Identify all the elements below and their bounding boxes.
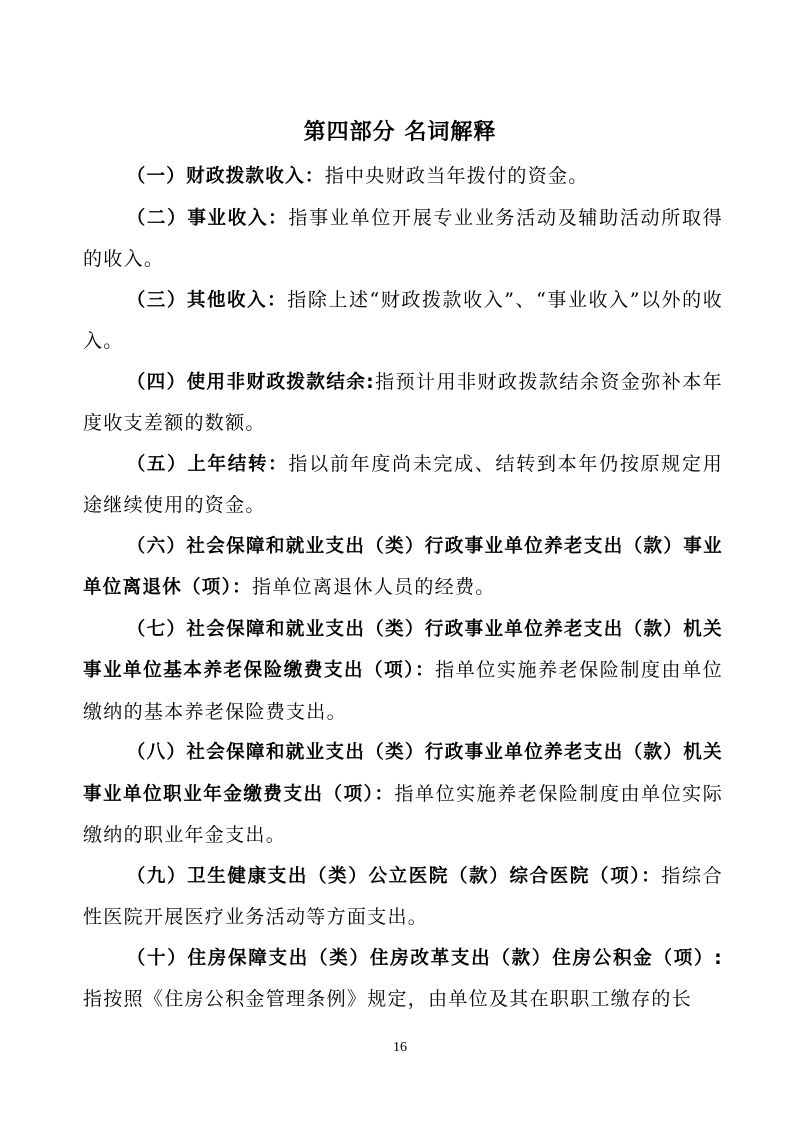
definition-text: 指按照《住房公积金管理条例》规定，由单位及其在职职工缴存的长 [83, 988, 693, 1010]
definition-term: （三）其他收入： [126, 289, 288, 311]
definition-term: （八）社会保障和就业支出（类）行政事业单位养老支出（款）机关事业单位职业年金缴费支出（项）： [83, 742, 723, 805]
definition-text: 指除上述“财政拨款收入”、“事业收入”以外的收入。 [83, 288, 723, 352]
definition-paragraph [83, 280, 723, 362]
page-title: 第四部分 名词解释 [303, 120, 497, 145]
definition-term: （四）使用非财政拨款结余: [126, 371, 376, 393]
definition-paragraph [83, 732, 723, 856]
definition-text: 指单位离退休人员的经费。 [251, 576, 496, 598]
definitions-list [83, 156, 723, 1020]
definition-paragraph [83, 156, 723, 198]
definition-paragraph [83, 362, 723, 444]
definition-paragraph [83, 856, 723, 938]
definition-paragraph [83, 526, 723, 609]
definition-paragraph [83, 444, 723, 526]
definition-term: （十）住房保障支出（类）住房改革支出（款）住房公积金（项）: [126, 947, 723, 969]
definition-term: （五）上年结转： [126, 453, 289, 475]
definition-paragraph [83, 609, 723, 733]
definition-text: 指以前年度尚未完成、结转到本年仍按原规定用途继续使用的资金。 [83, 452, 723, 516]
definition-paragraph [83, 198, 723, 280]
definition-term: （七）社会保障和就业支出（类）行政事业单位养老支出（款）机关事业单位基本养老保险缴费支出（项）： [83, 618, 723, 681]
definition-term: （一）财政拨款收入： [126, 166, 325, 187]
definition-term: （九）卫生健康支出（类）公立医院（款）综合医院（项）： [126, 865, 662, 887]
definition-text: 指单位实施养老保险制度由单位实际缴纳的职业年金支出。 [83, 782, 723, 846]
definition-paragraph [83, 938, 723, 1020]
definition-text: 指事业单位开展专业业务活动及辅助活动所取得的收入。 [83, 206, 723, 270]
definition-term: （六）社会保障和就业支出（类）行政事业单位养老支出（款）事业单位离退休（项）： [83, 535, 723, 598]
page-number: 16 [393, 1040, 407, 1055]
definition-text: 指预计用非财政拨款结余资金弥补本年度收支差额的数额。 [83, 370, 723, 434]
definition-term: （二）事业收入： [126, 207, 289, 229]
definition-text: 指综合性医院开展医疗业务活动等方面支出。 [83, 864, 723, 928]
definition-text: 指中央财政当年拨付的资金。 [324, 165, 589, 187]
definition-text: 指单位实施养老保险制度由单位缴纳的基本养老保险费支出。 [83, 659, 723, 723]
